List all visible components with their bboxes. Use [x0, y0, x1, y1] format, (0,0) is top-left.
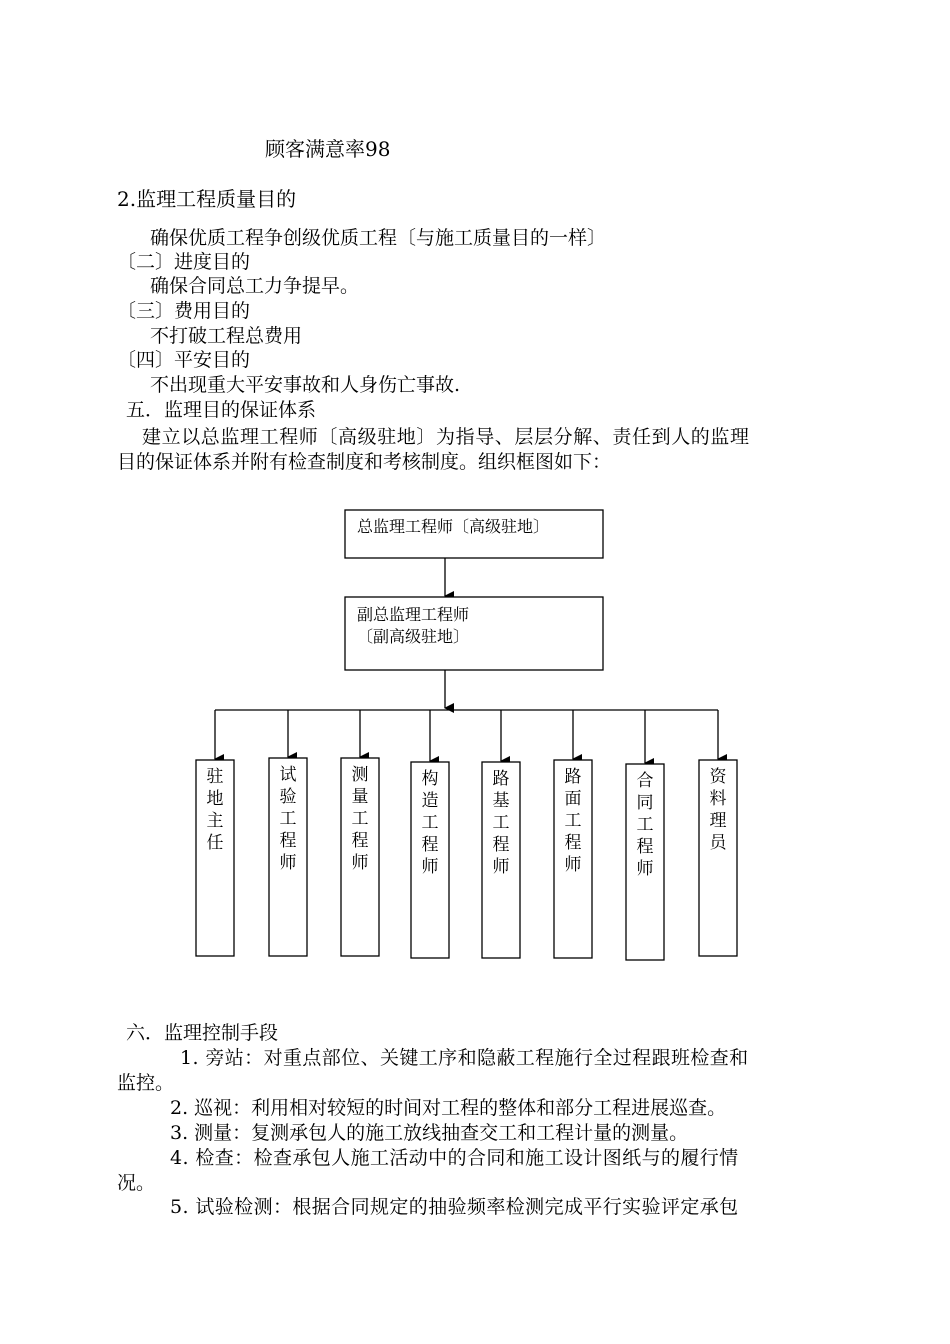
sub-box-label: 合同工程师 [636, 771, 654, 879]
safety-heading: 〔四〕平安目的 [117, 349, 251, 371]
section6-item1-line2: 监控。 [117, 1072, 175, 1094]
sub-box-label: 试验工程师 [279, 765, 297, 873]
section5-paragraph-line2: 目的保证体系并附有检查制度和考核制度。组织框图如下： [117, 451, 612, 473]
section6-item4-line1: 4. 检查：检查承包人施工活动中的合同和施工设计图纸与的履行情 [170, 1147, 739, 1169]
section6-item5: 5. 试验检测：根据合同规定的抽验频率检测完成平行实验评定承包 [170, 1196, 739, 1218]
deputy-supervisor-label-line1: 副总监理工程师 [357, 605, 470, 624]
progress-goal: 确保合同总工力争提早。 [150, 275, 360, 297]
section6-item4-line2: 况。 [117, 1172, 156, 1194]
chief-supervisor-label: 总监理工程师〔高级驻地〕 [357, 517, 550, 536]
section6-heading: 六．监理控制手段 [126, 1022, 279, 1044]
satisfaction-line: 顾客满意率98 [265, 137, 391, 161]
sub-box-label: 路面工程师 [564, 767, 582, 875]
sub-box-label: 构造工程师 [421, 769, 439, 877]
sub-box-label: 路基工程师 [492, 769, 510, 877]
cost-heading: 〔三〕费用目的 [117, 300, 251, 322]
quality-goal: 确保优质工程争创级优质工程〔与施工质量目的一样〕 [150, 227, 607, 249]
progress-heading: 〔二〕进度目的 [117, 251, 251, 273]
section6-item2: 2. 巡视：利用相对较短的时间对工程的整体和部分工程进展巡查。 [170, 1097, 727, 1119]
deputy-supervisor-label-line2: 〔副高级驻地〕 [357, 627, 470, 646]
safety-goal: 不出现重大平安事故和人身伤亡事故. [150, 374, 461, 396]
section6-item1-line1: 1. 旁站：对重点部位、关键工序和隐蔽工程施行全过程跟班检查和 [180, 1047, 749, 1069]
sub-box-label: 资料理员 [709, 767, 727, 853]
section2-heading: 2.监理工程质量目的 [117, 187, 297, 211]
sub-box-label: 驻地主任 [206, 767, 224, 853]
section5-heading: 五．监理目的保证体系 [126, 399, 317, 421]
sub-box-label: 测量工程师 [351, 765, 369, 873]
cost-goal: 不打破工程总费用 [150, 325, 303, 347]
section6-item3: 3. 测量：复测承包人的施工放线抽查交工和工程计量的测量。 [170, 1122, 689, 1144]
section5-paragraph-line1: 建立以总监理工程师〔高级驻地〕为指导、层层分解、责任到人的监理 [142, 426, 750, 448]
